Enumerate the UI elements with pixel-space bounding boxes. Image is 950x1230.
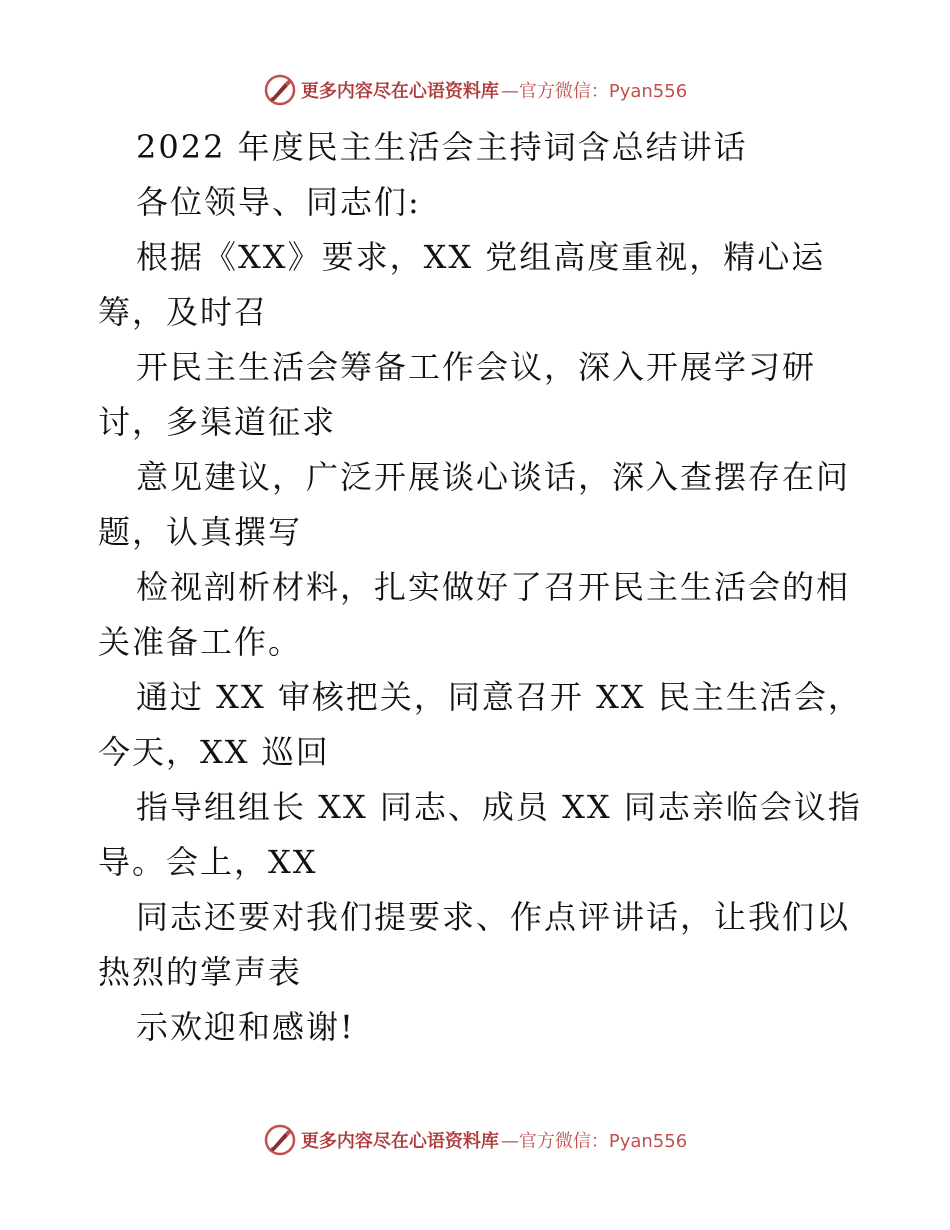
paragraph-line: 指导组组长 XX 同志、成员 XX 同志亲临会议指 — [136, 788, 862, 826]
paragraph-line: 题，认真撰写 — [98, 513, 303, 551]
paragraph-line: 筹，及时召 — [98, 293, 269, 331]
paragraph-line: 同志还要对我们提要求、作点评讲话，让我们以 — [136, 898, 851, 936]
watermark-sub-text: —官方微信：Pyan556 — [500, 1131, 688, 1152]
watermark-main-text: 更多内容尽在心语资料库 — [300, 81, 499, 102]
document-title: 2022 年度民主生活会主持词含总结讲话 — [136, 128, 748, 166]
paragraph-line: 示欢迎和感谢! — [136, 1008, 355, 1046]
pen-logo-icon — [263, 1123, 297, 1157]
paragraph-line: 热烈的掌声表 — [98, 953, 303, 991]
paragraph-line: 讨，多渠道征求 — [98, 403, 337, 441]
paragraph-line: 导。会上，XX — [98, 843, 318, 881]
pen-logo-icon — [263, 73, 297, 107]
header-watermark — [0, 70, 950, 110]
paragraph-line: 关准备工作。 — [98, 623, 303, 661]
paragraph-line: 开民主生活会筹备工作会议，深入开展学习研 — [136, 348, 817, 386]
salutation: 各位领导、同志们: — [136, 183, 421, 221]
watermark-main-text: 更多内容尽在心语资料库 — [300, 1131, 499, 1152]
paragraph-line: 检视剖析材料，扎实做好了召开民主生活会的相 — [136, 568, 851, 606]
paragraph-line: 根据《XX》要求，XX 党组高度重视，精心运 — [136, 238, 826, 276]
paragraph-line: 通过 XX 审核把关，同意召开 XX 民主生活会， — [136, 678, 862, 716]
document-body — [98, 120, 862, 1055]
paragraph-line: 意见建议，广泛开展谈心谈话，深入查摆存在问 — [136, 458, 851, 496]
paragraph-line: 今天，XX 巡回 — [98, 733, 330, 771]
footer-watermark — [0, 1120, 950, 1160]
watermark-sub-text: —官方微信：Pyan556 — [500, 81, 688, 102]
